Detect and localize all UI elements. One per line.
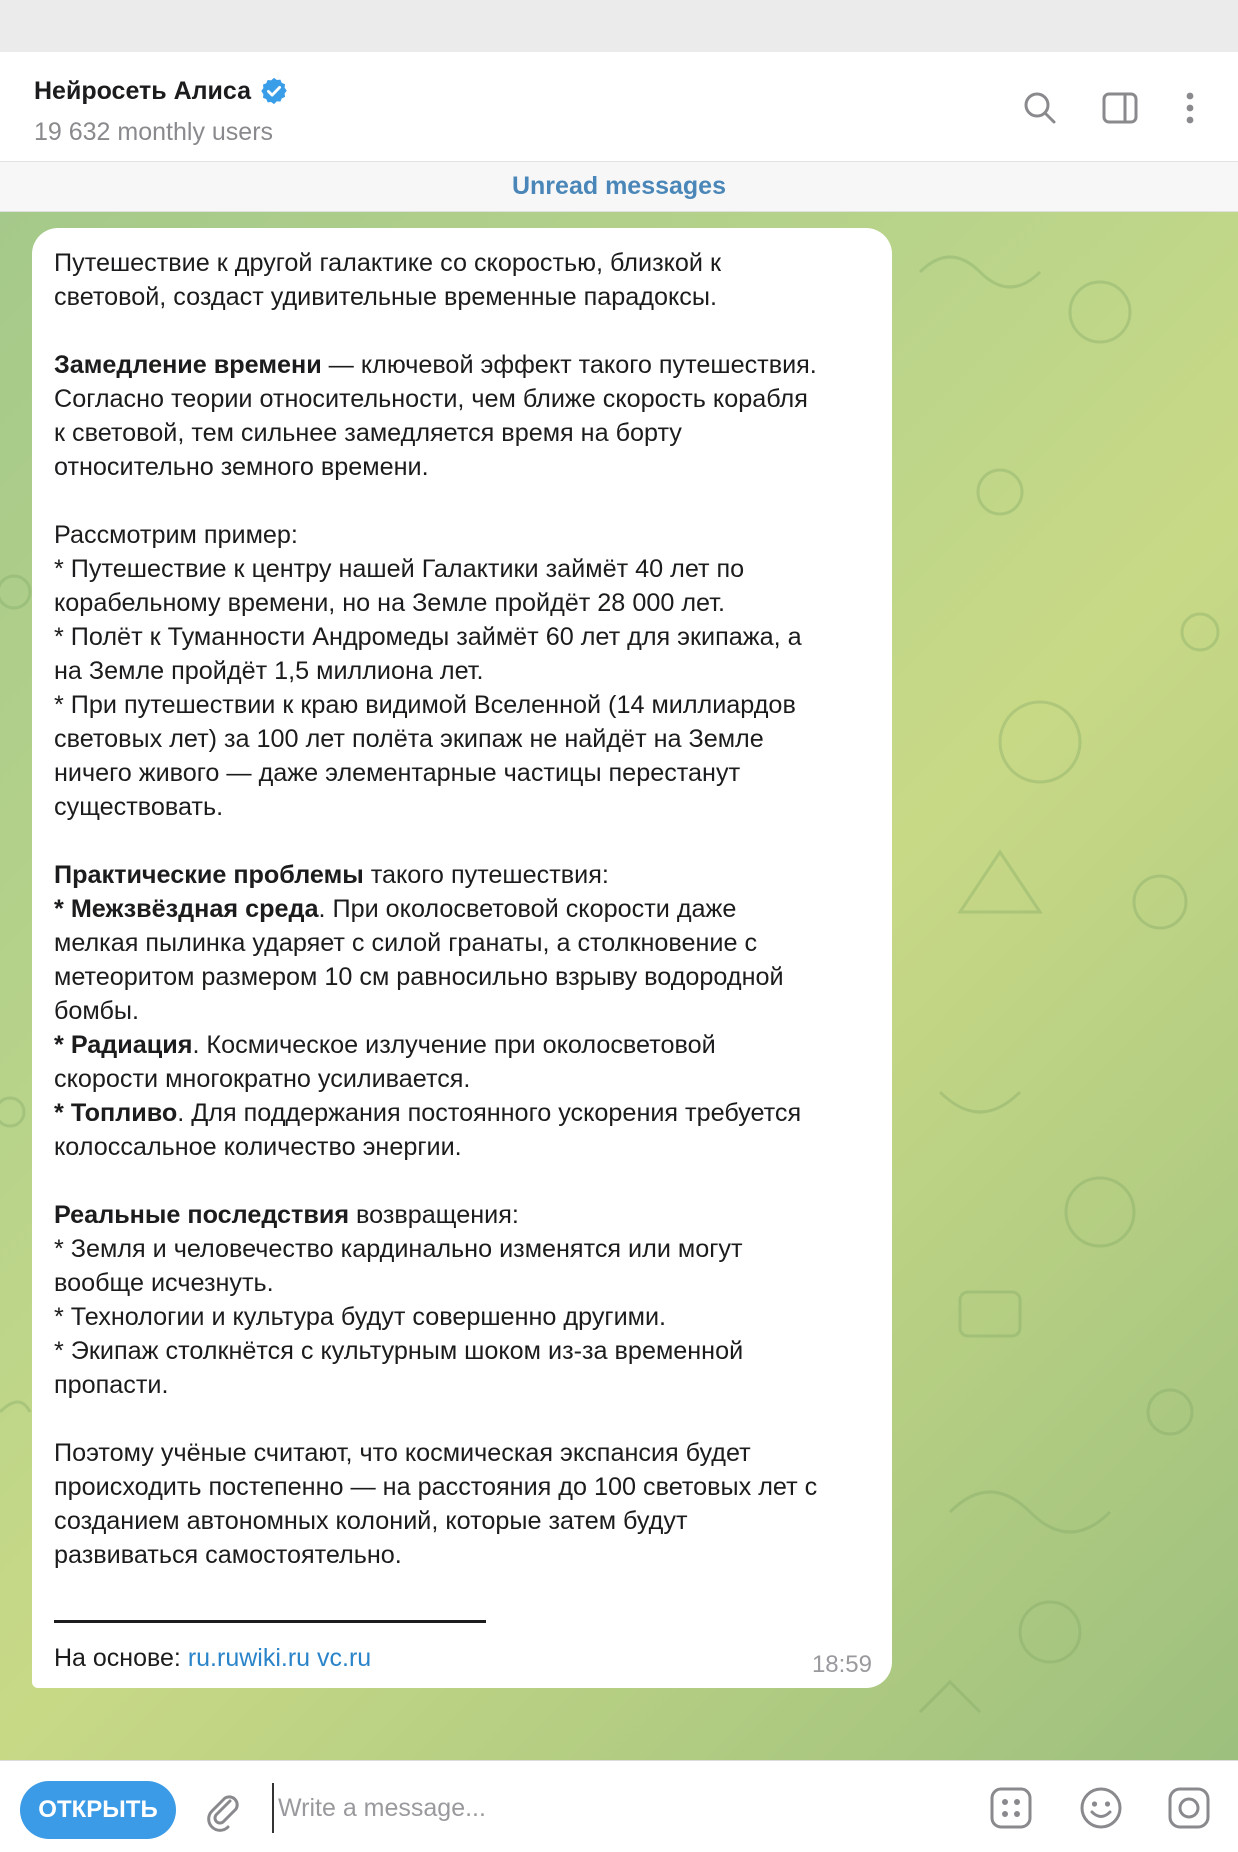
open-button[interactable]: ОТКРЫТЬ — [20, 1781, 176, 1839]
message-line: бомбы. — [54, 997, 139, 1025]
message-line: Путешествие к другой галактике со скоростью, близкой к — [54, 249, 722, 277]
message-text: такого путешествия: — [363, 861, 609, 889]
divider-rule — [54, 1620, 486, 1623]
message-composer — [0, 1760, 1238, 1852]
message-text: . При околосветовой скорости даже — [318, 895, 737, 923]
consequences-heading: Реальные последствия — [54, 1201, 350, 1229]
monthly-users-count: 19 632 monthly users — [34, 118, 274, 146]
message-line — [54, 348, 870, 382]
instagram-icon[interactable] — [1166, 1785, 1212, 1831]
chat-header — [0, 52, 1238, 162]
example-paragraph — [54, 518, 870, 824]
chat-area[interactable] — [0, 212, 1238, 1760]
message-line: Поэтому учёные считают, что космическая экспансия будет — [54, 1439, 751, 1467]
message-bubble[interactable] — [32, 228, 892, 1688]
conclusion-paragraph — [54, 1436, 870, 1572]
attach-icon[interactable] — [200, 1787, 244, 1831]
consequences-paragraph — [54, 1198, 870, 1402]
bullet-marker: * — [54, 1099, 71, 1127]
message-line: на Земле пройдёт 1,5 миллиона лет. — [54, 657, 484, 685]
emoji-icon[interactable] — [1078, 1785, 1124, 1831]
dilation-heading: Замедление времени — [54, 351, 322, 379]
message-line: к световой, тем сильнее замедляется время на борту — [54, 419, 682, 447]
message-line: * Экипаж столкнётся с культурным шоком из-за временной — [54, 1337, 744, 1365]
message-line: * Земля и человечество кардинально изменятся или могут — [54, 1235, 743, 1263]
channel-title[interactable] — [34, 76, 289, 106]
message-text: . Для поддержания постоянного ускорения требуется — [177, 1099, 802, 1127]
dilation-paragraph — [54, 348, 870, 484]
problem-fuel: Топливо — [70, 1099, 178, 1127]
message-line: развиваться самостоятельно. — [54, 1541, 402, 1569]
message-line — [54, 1028, 870, 1062]
more-vertical-icon[interactable] — [1170, 88, 1210, 128]
message-line: световых лет) за 100 лет полёта экипаж не найдёт на Земле — [54, 725, 764, 753]
message-line: Согласно теории относительности, чем ближе скорость корабля — [54, 385, 808, 413]
problem-interstellar-medium: Межзвёздная среда — [70, 895, 319, 923]
message-line: Рассмотрим пример: — [54, 521, 298, 549]
message-text: возвращения: — [349, 1201, 519, 1229]
unread-messages-divider: Unread messages — [0, 162, 1238, 212]
message-line: * Полёт к Туманности Андромеды займёт 60 лет для экипажа, а — [54, 623, 802, 651]
message-line: существовать. — [54, 793, 224, 821]
problem-radiation: Радиация — [70, 1031, 193, 1059]
message-timestamp: 18:59 — [811, 1651, 872, 1678]
problems-heading: Практические проблемы — [54, 861, 364, 889]
source-label: На основе: — [54, 1644, 188, 1672]
sidebar-toggle-icon[interactable] — [1100, 88, 1140, 128]
message-text: — ключевой эффект такого путешествия. — [321, 351, 817, 379]
commands-icon[interactable] — [988, 1785, 1034, 1831]
message-line: ничего живого — даже элементарные частицы перестанут — [54, 759, 741, 787]
message-line — [54, 892, 870, 926]
bullet-marker: * — [54, 895, 71, 923]
source-line — [54, 1641, 870, 1675]
intro-paragraph — [54, 246, 870, 314]
message-line: вообще исчезнуть. — [54, 1269, 274, 1297]
message-line: метеоритом размером 10 см равносильно взрыву водородной — [54, 963, 784, 991]
message-line: световой, создаст удивительные временные парадоксы. — [54, 283, 717, 311]
message-line: происходить постепенно — на расстояния до 100 световых лет с — [54, 1473, 818, 1501]
problems-paragraph — [54, 858, 870, 1164]
source-link-vc[interactable]: vc.ru — [317, 1644, 372, 1672]
message-line: корабельному времени, но на Земле пройдёт 28 000 лет. — [54, 589, 725, 617]
telegram-window — [0, 52, 1238, 1823]
channel-name: Нейросеть Алиса — [34, 76, 251, 105]
bullet-marker: * — [54, 1031, 71, 1059]
message-line: колоссальное количество энергии. — [54, 1133, 462, 1161]
verified-badge-icon — [259, 76, 289, 106]
message-line: * Путешествие к центру нашей Галактики займёт 40 лет по — [54, 555, 745, 583]
message-line: * При путешествии к краю видимой Вселенной (14 миллиардов — [54, 691, 796, 719]
search-icon[interactable] — [1020, 88, 1060, 128]
message-line — [54, 858, 870, 892]
message-line: мелкая пылинка ударяет с силой гранаты, а столкновение с — [54, 929, 758, 957]
source-link-ruwiki[interactable]: ru.ruwiki.ru — [187, 1644, 311, 1672]
message-line: относительно земного времени. — [54, 453, 429, 481]
message-line — [54, 1096, 870, 1130]
message-text: . Космическое излучение при околосветовой — [192, 1031, 716, 1059]
message-line: * Технологии и культура будут совершенно другими. — [54, 1303, 667, 1331]
message-line — [54, 1198, 870, 1232]
message-input[interactable] — [272, 1783, 952, 1833]
message-line: пропасти. — [54, 1371, 169, 1399]
message-line: созданием автономных колоний, которые затем будут — [54, 1507, 688, 1535]
message-line: скорости многократно усиливается. — [54, 1065, 471, 1093]
